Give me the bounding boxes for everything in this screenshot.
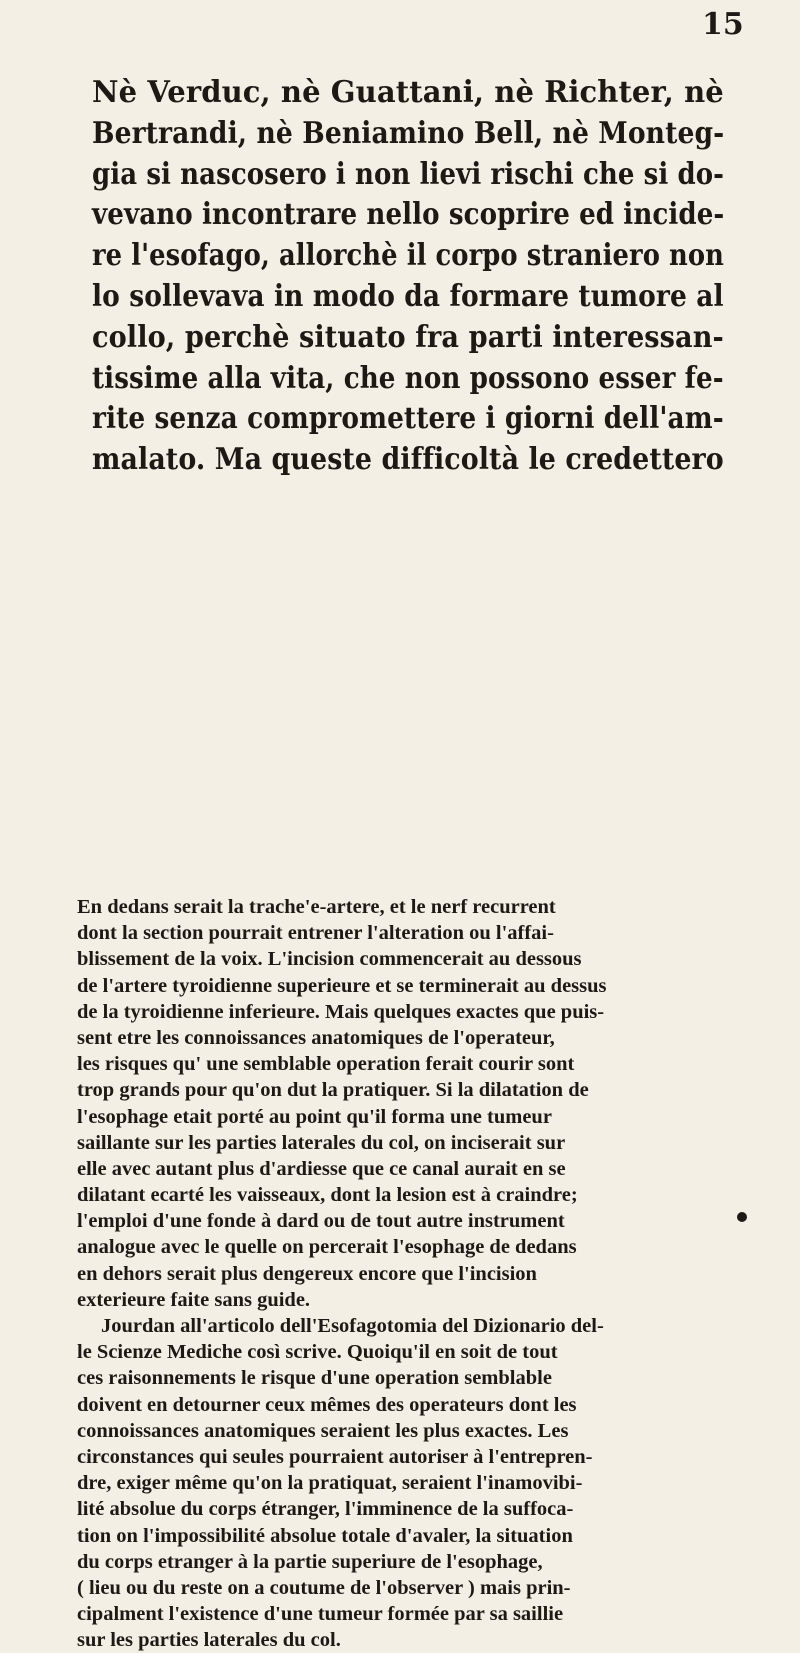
footnote-line: trop grands pour qu'on dut la pratiquer. Si la dilatation de xyxy=(77,1079,589,1102)
footnote-line: saillante sur les parties laterales du col, on inciserait sur xyxy=(77,1131,566,1154)
main-text-line: lo sollevava in modo da formare tumore al xyxy=(92,277,724,313)
footnote-line: tion on l'impossibilité absolue totale d'avaler, la situation xyxy=(77,1524,573,1547)
page-number: 15 xyxy=(702,7,744,42)
footnote-line: doivent en detourner ceux mêmes des operateurs dont les xyxy=(77,1393,577,1416)
footnote-line: en dehors serait plus dengereux encore que l'incision xyxy=(77,1262,537,1285)
ink-dot xyxy=(737,1212,747,1222)
footnote-line: cipalment l'existence d'une tumeur formée par sa saillie xyxy=(77,1603,564,1626)
footnote-line: l'esophage etait porté au point qu'il forma une tumeur xyxy=(77,1105,552,1128)
footnote-line: sent etre les connoissances anatomiques de l'operateur, xyxy=(77,1026,555,1049)
footnote-line: dilatant ecarté les vaisseaux, dont la lesion est à craindre; xyxy=(77,1184,578,1207)
footnote-line: exterieure faite sans guide. xyxy=(77,1288,311,1311)
main-text-line: malato. Ma queste difficoltà le credettero xyxy=(92,441,724,477)
footnote-line: elle avec autant plus d'ardiesse que ce canal aurait en se xyxy=(77,1157,566,1180)
footnote-line: circonstances qui seules pourraient autoriser à l'entrepren- xyxy=(77,1445,593,1468)
footnote-line: Jourdan all'articolo dell'Esofagotomia del Dizionario del- xyxy=(101,1315,604,1337)
footnote-line: du corps etranger à la partie superiure de l'esophage, xyxy=(77,1550,543,1573)
footnote-line: les risques qu' une semblable operation ferait courir sont xyxy=(77,1053,575,1076)
footnote-line: le Scienze Mediche così scrive. Quoiqu'il en soit de tout xyxy=(77,1341,558,1364)
footnote-line: de la tyroidienne inferieure. Mais quelques exactes que puis- xyxy=(77,1000,605,1023)
footnote-line: connoissances anatomiques seraient les plus exactes. Les xyxy=(77,1419,569,1442)
main-text-line: Nè Verduc, nè Guattani, nè Richter, nè xyxy=(92,74,724,109)
footnote-block xyxy=(77,894,737,1653)
main-text-line: vevano incontrare nello scoprire ed incide- xyxy=(92,196,725,232)
footnote-line: l'emploi d'une fonde à dard ou de tout autre instrument xyxy=(77,1210,565,1233)
footnote-line: sur les parties laterales du col. xyxy=(77,1629,341,1652)
main-text-line: Bertrandi, nè Beniamino Bell, nè Monteg- xyxy=(92,114,725,150)
footnote-line: ces raisonnements le risque d'une operation semblable xyxy=(77,1367,552,1390)
footnote-line: blissement de la voix. L'incision commencerait au dessous xyxy=(77,948,582,971)
footnote-line: de l'artere tyroidienne superieure et se terminerait au dessus xyxy=(77,974,607,997)
footnote-line: ( lieu ou du reste on a coutume de l'observer ) mais prin- xyxy=(77,1576,571,1599)
footnote-line: lité absolue du corps étranger, l'imminence de la suffoca- xyxy=(77,1498,574,1521)
main-text-line: rite senza compromettere i giorni dell'am- xyxy=(92,400,724,436)
main-text-line: collo, perchè situato fra parti interessan- xyxy=(92,318,724,354)
footnote-line: dre, exiger même qu'on la pratiquat, seraient l'inamovibi- xyxy=(77,1472,583,1495)
main-text-block xyxy=(92,72,724,480)
footnote-line: En dedans serait la trache'e-artere, et le nerf recurrent xyxy=(77,896,556,918)
footnote-line: dont la section pourrait entrener l'alteration ou l'affai- xyxy=(77,922,554,945)
main-text-line: gia si nascosero i non lievi rischi che si do- xyxy=(92,155,725,191)
footnote-line: analogue avec le quelle on percerait l'esophage de dedans xyxy=(77,1236,577,1259)
main-text-line: re l'esofago, allorchè il corpo straniero non xyxy=(92,237,725,273)
main-text-line: tissime alla vita, che non possono esser fe- xyxy=(92,359,724,395)
